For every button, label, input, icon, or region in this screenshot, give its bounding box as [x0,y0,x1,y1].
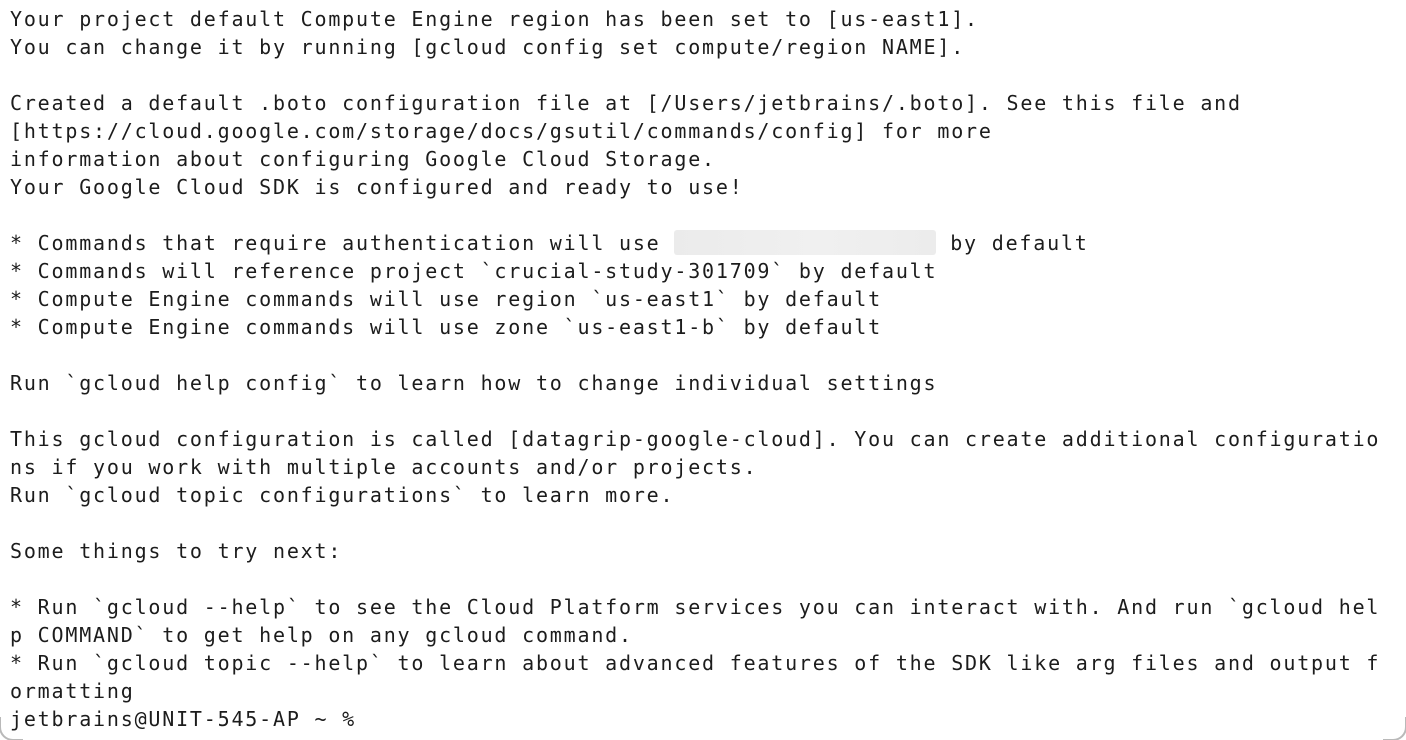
terminal-line: You can change it by running [gcloud config set compute/region NAME]. [10,35,966,59]
terminal-line: Run `gcloud topic configurations` to learn more. [10,483,675,507]
terminal-text: by default [936,231,1089,255]
terminal-line: * Commands will reference project `crucial-study-301709` by default [10,259,938,283]
terminal-line: Some things to try next: [10,539,343,563]
terminal-line: Your project default Compute Engine region has been set to [us-east1]. [10,7,979,31]
terminal-line: * Compute Engine commands will use zone `us-east1-b` by default [10,315,882,339]
terminal-line: Created a default .boto configuration file at [/Users/jetbrains/.boto]. See this file and [10,91,1242,115]
terminal-line: * Run `gcloud topic --help` to learn about advanced features of the SDK like arg files and output f [10,651,1381,675]
terminal-line: ns if you work with multiple accounts and/or projects. [10,455,758,479]
terminal-line: [https://cloud.google.com/storage/docs/gsutil/commands/config] for more [10,119,993,143]
terminal-line: * Run `gcloud --help` to see the Cloud Platform services you can interact with. And run `gcloud hel [10,595,1381,619]
terminal-line [10,341,1406,369]
terminal-output [10,5,1406,733]
terminal-line: ormatting [10,679,135,703]
terminal-line [10,509,1406,537]
terminal-text: * Commands that require authentication will use [10,231,675,255]
terminal-line: Your Google Cloud SDK is configured and ready to use! [10,175,744,199]
terminal-line: * Compute Engine commands will use region `us-east1` by default [10,287,882,311]
terminal-line [10,201,1406,229]
terminal-line: information about configuring Google Cloud Storage. [10,147,716,171]
redacted-account-box [674,230,936,255]
terminal-line: p COMMAND` to get help on any gcloud command. [10,623,633,647]
terminal-line [10,229,1406,257]
terminal-line [10,397,1406,425]
terminal-line [10,565,1406,593]
terminal-line: This gcloud configuration is called [datagrip-google-cloud]. You can create additional configuratio [10,427,1381,451]
terminal-line [10,61,1406,89]
terminal-line: Run `gcloud help config` to learn how to change individual settings [10,371,938,395]
shell-prompt-line: jetbrains@UNIT-545-AP ~ % [10,707,357,731]
